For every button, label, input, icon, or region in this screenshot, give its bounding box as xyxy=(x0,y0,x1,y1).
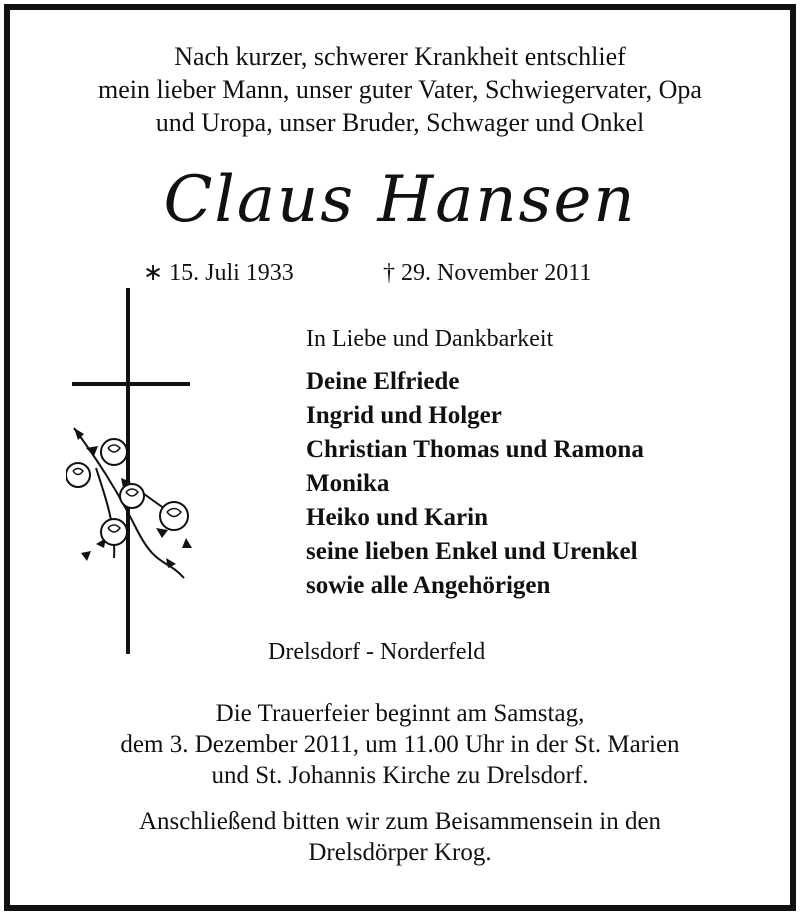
intro-line: Nach kurzer, schwerer Krankheit entschlief xyxy=(174,42,626,71)
funeral-info xyxy=(0,698,800,791)
mourners-block xyxy=(306,323,644,603)
mourner-entry: Ingrid und Holger xyxy=(306,402,502,429)
deceased-name: Claus Hansen xyxy=(163,163,637,237)
mourners-list xyxy=(306,365,644,603)
reception-line: Anschließend bitten wir zum Beisammensein in den xyxy=(138,808,662,835)
mourner-entry: Monika xyxy=(306,470,390,497)
mourner-entry: Heiko und Karin xyxy=(306,504,488,531)
reception-info xyxy=(0,806,800,868)
dedication-text: In Liebe und Dankbarkeit xyxy=(306,326,554,352)
funeral-line: Die Trauerfeier beginnt am Samstag, xyxy=(215,700,585,727)
funeral-line: und St. Johannis Kirche zu Drelsdorf. xyxy=(211,762,589,789)
mourner-entry: Christian Thomas und Ramona xyxy=(306,436,644,463)
death-date: † 29. November 2011 xyxy=(383,260,592,286)
place-text: Drelsdorf - Norderfeld xyxy=(268,639,486,665)
intro-line: und Uropa, unser Bruder, Schwager und Onkel xyxy=(155,108,645,137)
mourner-entry: Deine Elfriede xyxy=(306,368,460,395)
mourner-entry: seine lieben Enkel und Urenkel xyxy=(306,538,638,565)
reception-line: Drelsdörper Krog. xyxy=(308,839,492,866)
funeral-line: dem 3. Dezember 2011, um 11.00 Uhr in der St. Marien xyxy=(120,731,680,758)
intro-line: mein lieber Mann, unser guter Vater, Schwiegervater, Opa xyxy=(98,75,702,104)
birth-date: ∗ 15. Juli 1933 xyxy=(143,260,294,286)
mourner-entry: sowie alle Angehörigen xyxy=(306,572,551,599)
intro-text xyxy=(0,40,800,139)
cross-with-roses-icon xyxy=(66,288,196,654)
